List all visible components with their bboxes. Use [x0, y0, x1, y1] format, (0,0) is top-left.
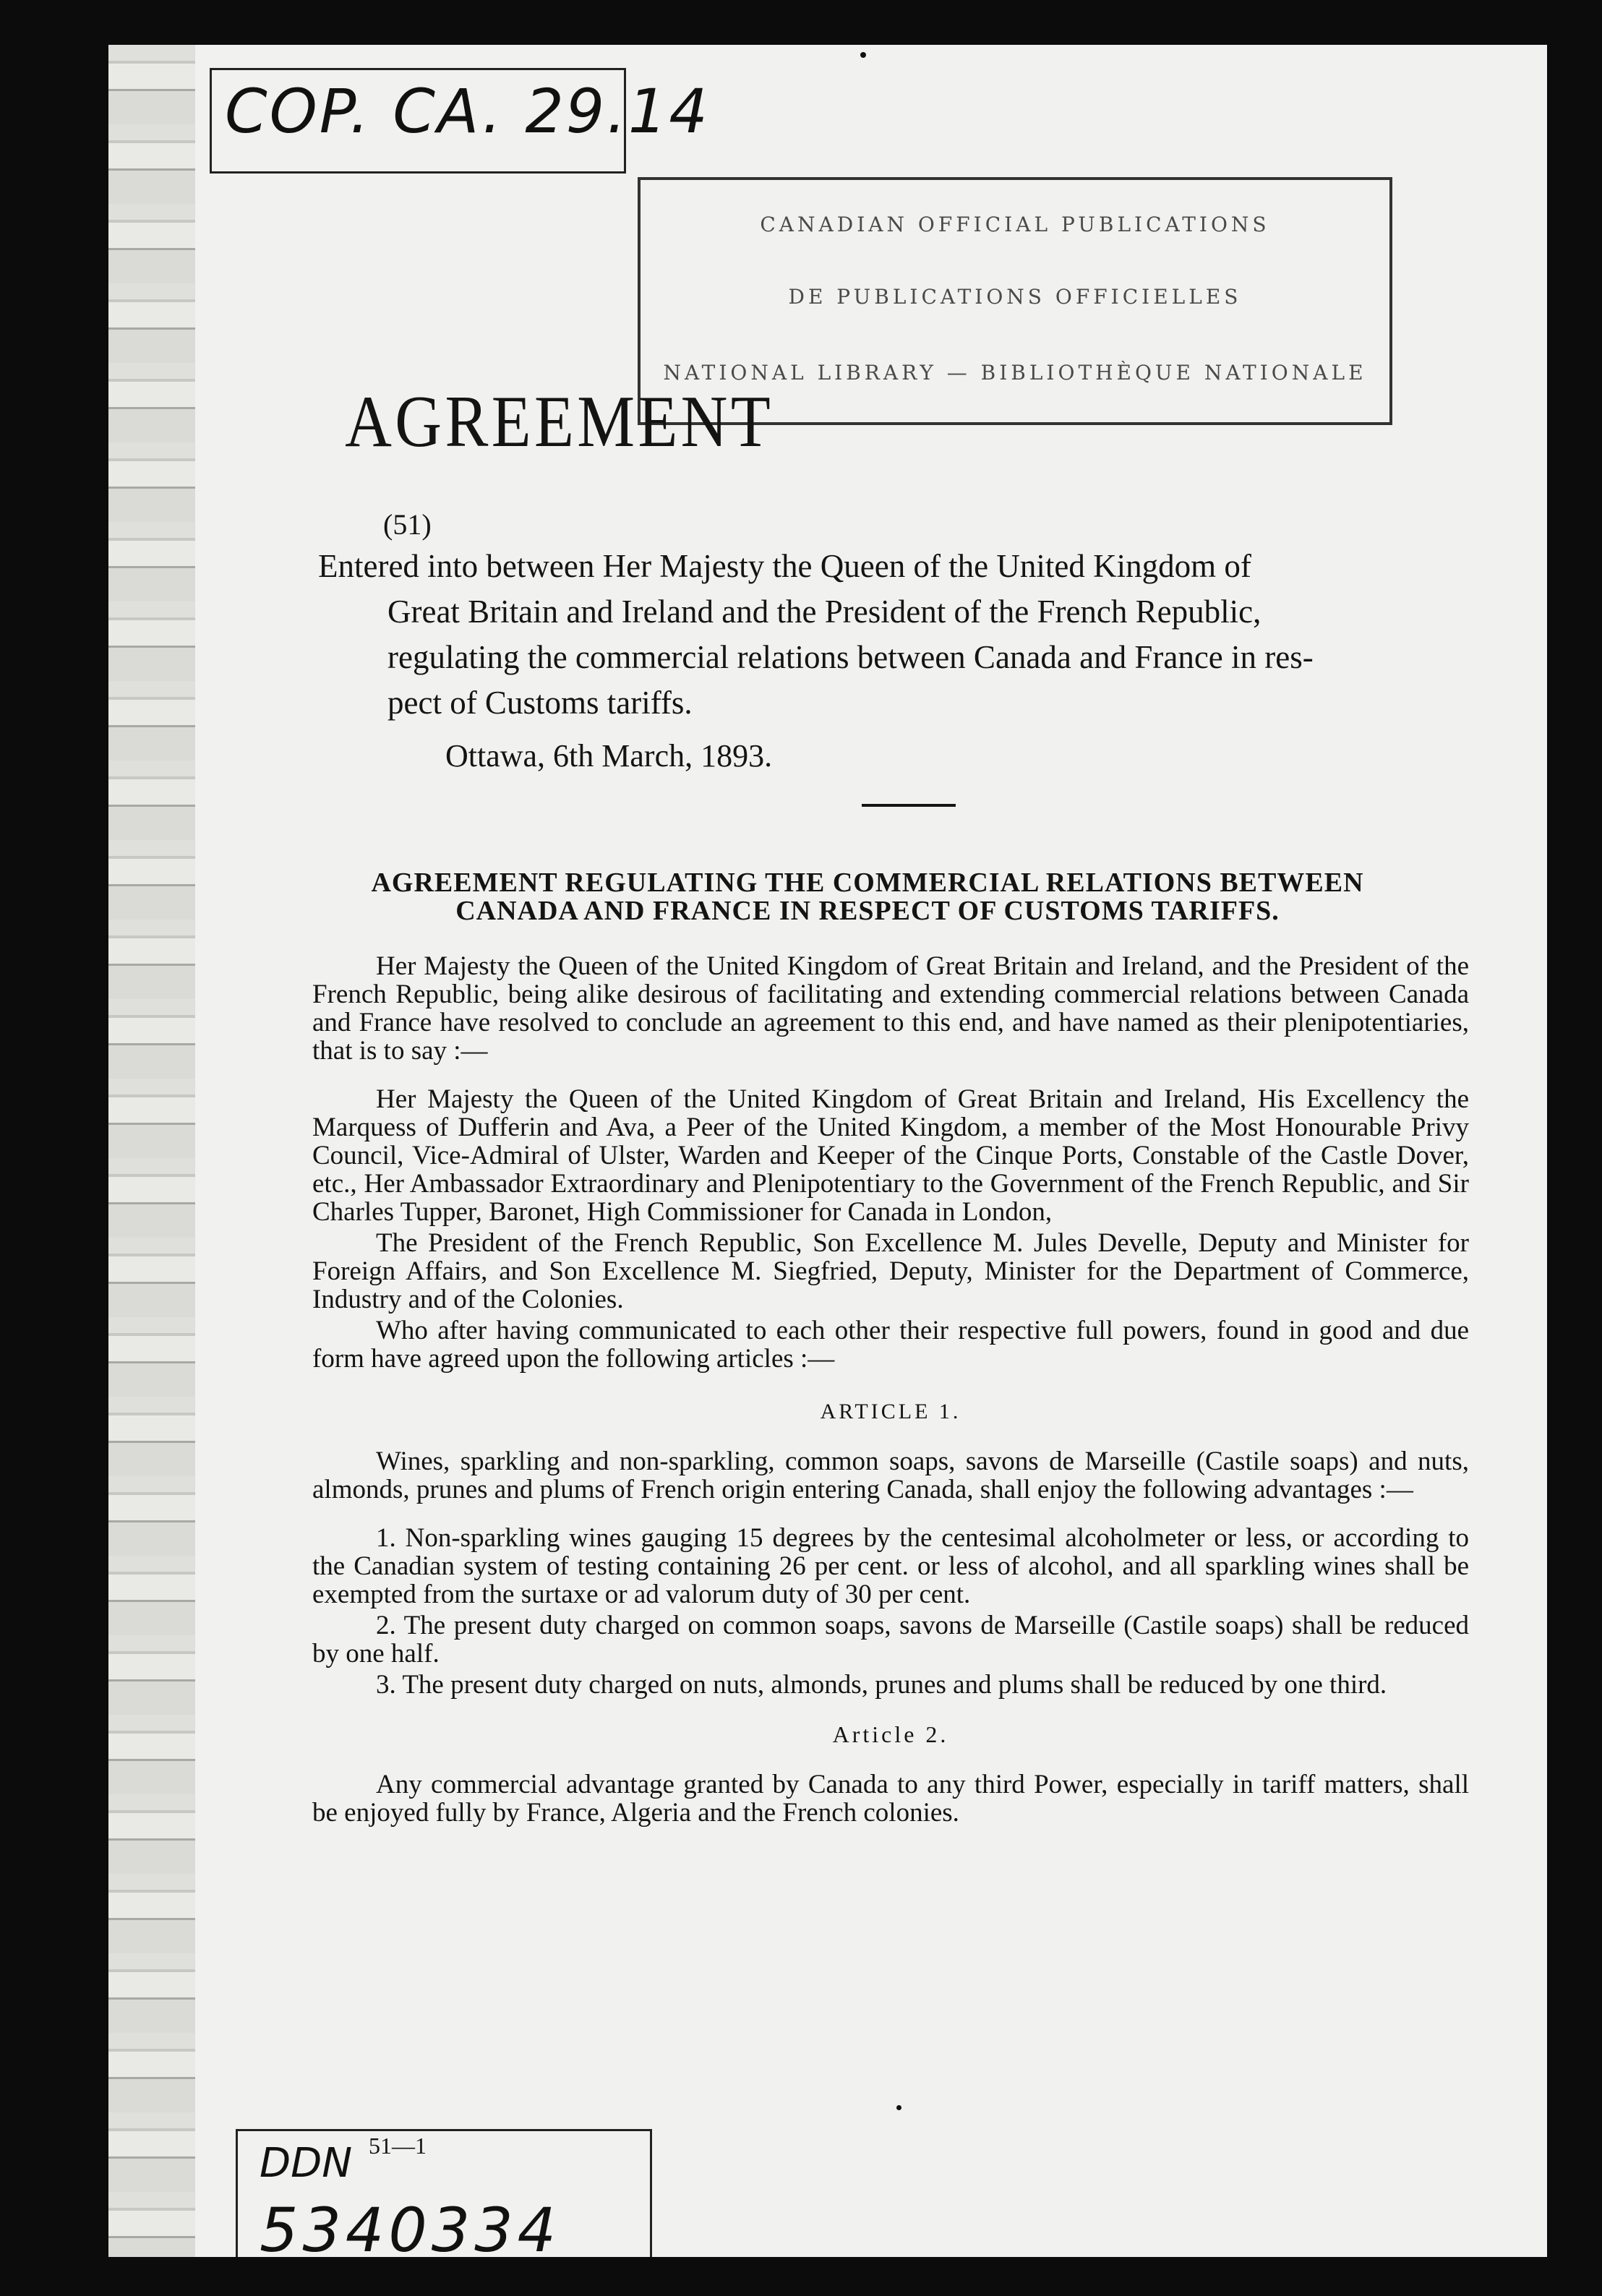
agreement-body	[312, 952, 1469, 1830]
article-2-text: Any commercial advantage granted by Canada to any third Power, especially in tariff matters, shall be enjoyed fully by France, Algeria and the French colonies.	[312, 1770, 1469, 1828]
handwritten-code: DDN	[260, 2140, 353, 2187]
powers-paragraph: Who after having communicated to each other their respective full powers, found in good and due form have agreed upon the following articles :—	[312, 1316, 1469, 1374]
intro-line: Great Britain and Ireland and the President of the French Republic,	[387, 594, 1262, 630]
scan-speck	[860, 52, 866, 58]
article-1-intro: Wines, sparkling and non-sparkling, common soaps, savons de Marseille (Castile soaps) and nuts, almonds, prunes and plums of French origin entering Canada, shall enjoy the following advantages :—	[312, 1447, 1469, 1504]
document-number: (51)	[383, 508, 432, 541]
intro-line: Entered into between Her Majesty the Queen of the United Kingdom of	[318, 548, 1251, 584]
article-1-heading: ARTICLE 1.	[820, 1400, 961, 1423]
handwritten-catalog-label	[236, 2129, 652, 2257]
article-1-item-2: 2. The present duty charged on common soaps, savons de Marseille (Castile soaps) shall be reduced by one half.	[312, 1611, 1469, 1669]
document-title-text: AGREEMENT	[345, 381, 774, 463]
document-title	[96, 380, 1506, 464]
page-signature-number: 51—1	[369, 2133, 427, 2159]
stamp-line-3: NATIONAL LIBRARY — BIBLIOTHÈQUE NATIONALE	[663, 361, 1367, 385]
preamble-paragraph: Her Majesty the Queen of the United Kingdom of Great Britain and Ireland, and the President of the French Republic, being alike desirous of facilitating and extending commercial relations between Canada and France have resolved to conclude an agreement to this end, and have named as their plenipotentiaries, that is to say :—	[312, 951, 1469, 1066]
scan-speck	[896, 2105, 901, 2110]
handwritten-reference: COP. CA. 29.14	[225, 76, 710, 147]
article-1-item-1: 1. Non-sparkling wines gauging 15 degrees by the centesimal alcoholmeter or less, or according to the Canadian system of testing containing 26 per cent. or less of alcohol, and all sparkling wines shall be exempted from the surtaxe or ad valorum duty of 30 per cent.	[312, 1523, 1469, 1609]
divider	[862, 804, 956, 807]
binding-edge	[108, 45, 195, 2257]
intro-line: regulating the commercial relations between Canada and France in res-	[387, 639, 1314, 675]
intro-statement	[318, 544, 1446, 726]
heading-line-1: AGREEMENT REGULATING THE COMMERCIAL RELATIONS BETWEEN	[371, 868, 1364, 898]
handwritten-catalog-number: 5340334	[260, 2195, 561, 2257]
article-1-item-3: 3. The present duty charged on nuts, almonds, prunes and plums shall be reduced by one third.	[376, 1670, 1387, 1700]
heading-line-2: CANADA AND FRANCE IN RESPECT OF CUSTOMS TARIFFS.	[455, 896, 1280, 926]
stamp-line-1: CANADIAN OFFICIAL PUBLICATIONS	[760, 213, 1270, 236]
agreement-heading	[296, 869, 1439, 925]
place-date: Ottawa, 6th March, 1893.	[445, 738, 773, 774]
article-2-heading: Article 2.	[832, 1721, 949, 1747]
handwritten-reference-label	[210, 68, 710, 174]
scanned-page	[108, 45, 1547, 2257]
plenipotentiary-paragraph: Her Majesty the Queen of the United Kingdom of Great Britain and Ireland, His Excellency the Marquess of Dufferin and Ava, a Peer of the United Kingdom, a member of the Most Honourable Privy Council, Vice-Admiral of Ulster, Warden and Keeper of the Cinque Ports, Constable of the Castle Dover, etc., Her Ambassador Extraordinary and Plenipotentiary to the Government of the French Republic, and Sir Charles Tupper, Baronet, High Commissioner for Canada in London,	[312, 1084, 1469, 1227]
intro-line: pect of Customs tariffs.	[387, 685, 693, 721]
president-paragraph: The President of the French Republic, Son Excellence M. Jules Develle, Deputy and Minister for Foreign Affairs, and Son Excellence M. Siegfried, Deputy, Minister for the Department of Commerce, Industry and of the Colonies.	[312, 1228, 1469, 1314]
stamp-line-2: DE PUBLICATIONS OFFICIELLES	[788, 285, 1242, 309]
